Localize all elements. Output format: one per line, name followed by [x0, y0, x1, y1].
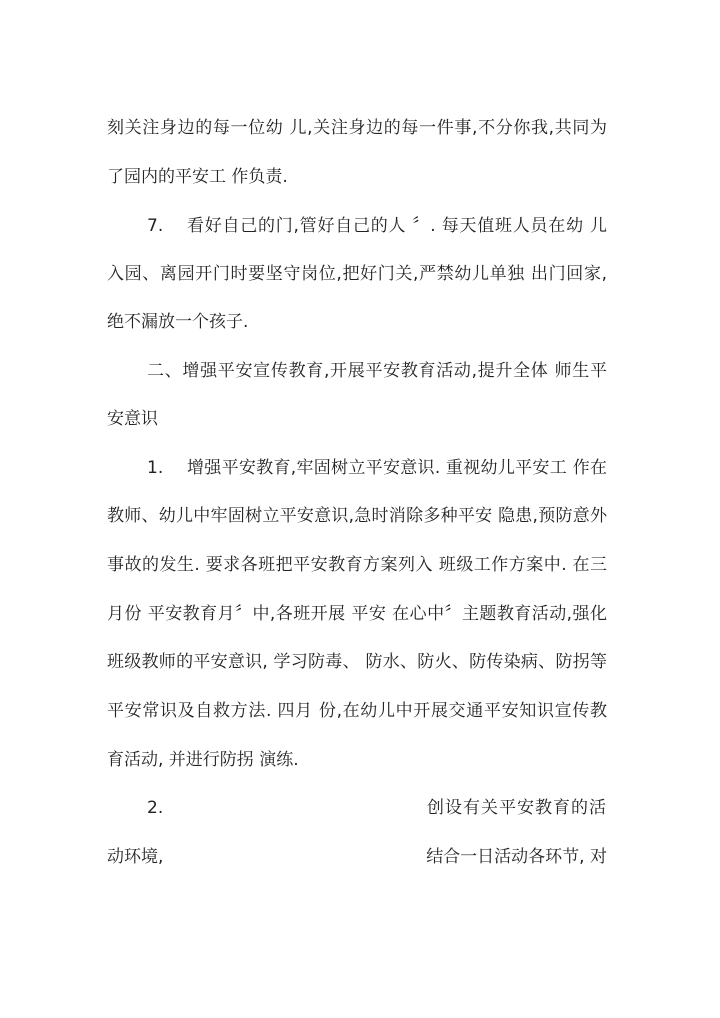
text-line: 入园、离园开门时要坚守岗位,把好门关,严禁幼儿单独 出门回家,	[107, 264, 607, 284]
text-line: 事故的发生. 要求各班把平安教育方案列入 班级工作方案中. 在三	[107, 555, 607, 575]
list-item-1	[107, 457, 607, 479]
list-item-7	[107, 215, 607, 237]
text-line: 刻关注身边的每一位幼 儿,关注身边的每一件事,不分你我,共同为	[107, 118, 607, 138]
text-segment: 动环境,	[107, 847, 164, 867]
text-line: 绝不漏放一个孩子.	[107, 312, 249, 332]
text-segment: 结合一日活动各环节, 对	[426, 847, 607, 867]
text-line: 教师、幼儿中牢固树立平安意识,急时消除多种平安 隐患,预防意外	[107, 506, 607, 526]
list-number: 7.	[147, 216, 164, 236]
text-line: 增强平安教育,牢固树立平安意识. 重视幼儿平安工 作在	[187, 458, 607, 478]
text-segment: 创设有关平安教育的活	[427, 798, 607, 818]
text-line: 班级教师的平安意识, 学习防毒、 防水、防火、防传染病、防拐等	[107, 652, 607, 672]
list-item-2	[107, 797, 607, 819]
text-line	[107, 846, 607, 868]
list-number: 2.	[147, 798, 164, 818]
heading-line: 二、增强平安宣传教育,开展平安教育活动,提升全体 师生平	[147, 361, 607, 381]
text-line: 看好自己的门,管好自己的人 〞. 每天值班人员在幼 儿	[187, 216, 607, 236]
section-heading	[107, 360, 607, 382]
text-line: 育活动, 并进行防拐 演练.	[107, 750, 299, 770]
text-line: 月份 平安教育月〞中,各班开展 平安 在心中〞主题教育活动,强化	[107, 604, 607, 624]
heading-line: 安意识	[107, 409, 158, 429]
text-line: 平安常识及自救方法. 四月 份,在幼儿中开展交通平安知识宣传教	[107, 701, 607, 721]
list-number: 1.	[147, 458, 164, 478]
text-line: 了园内的平安工 作负责.	[107, 167, 288, 187]
